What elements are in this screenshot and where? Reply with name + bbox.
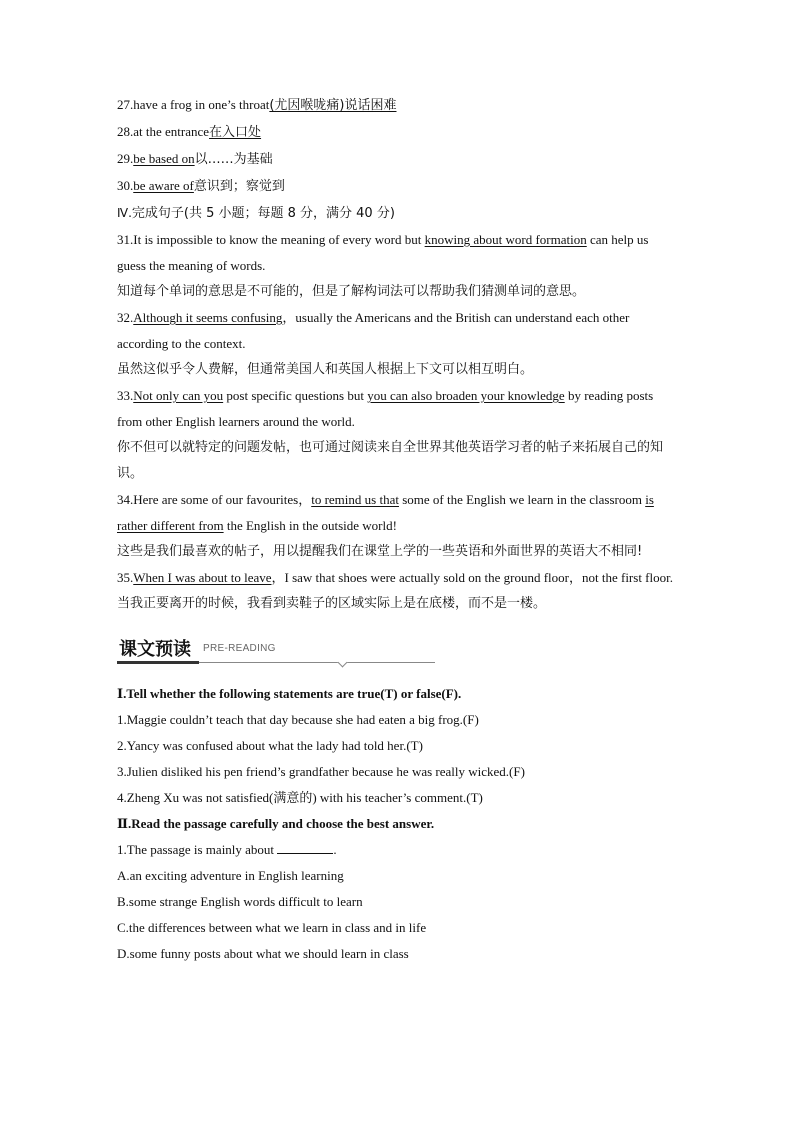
- sentence-text: ，usually the Americans and the British can understand each other according to the context.: [117, 310, 630, 351]
- question-text: 1.The passage is mainly about: [117, 842, 275, 857]
- item-number: 29.: [117, 151, 134, 166]
- sentence-text: the English in the outside world!: [223, 518, 397, 533]
- rule-thick: [117, 661, 199, 664]
- translation: 这些是我们最喜欢的帖子，用以提醒我们在课堂上学的一些英语和外面世界的英语大不相同!: [117, 544, 643, 559]
- mc-option: A.an exciting adventure in English learning: [117, 868, 344, 883]
- answer-text: is rather different from: [117, 492, 654, 533]
- translation: 知道每个单词的意思是不可能的，但是了解构词法可以帮助我们猜测单词的意思。: [117, 284, 586, 299]
- phrase-zh: 以……为基础: [194, 152, 273, 167]
- rule-thin: [199, 662, 435, 663]
- section-heading: [117, 200, 679, 227]
- pre-reading-heading: [117, 635, 679, 671]
- phrase-zh: 在入口处: [209, 125, 262, 140]
- phrase-en: have a frog in one’s throat: [133, 97, 270, 112]
- item-number: 32.: [117, 310, 134, 325]
- sentence-text: can help us guess the meaning of words.: [117, 232, 649, 273]
- heading-rule: [117, 661, 435, 664]
- answer-text: Although it seems confusing: [133, 310, 283, 325]
- question-35: [117, 565, 679, 591]
- phrase-zh: 意识到；察觉到: [193, 179, 285, 194]
- mc-option: C.the differences between what we learn in class and in life: [117, 920, 427, 935]
- item-number: 27.: [117, 97, 134, 112]
- phrase-en: be based on: [133, 151, 195, 166]
- phrase-en: at the entrance: [133, 124, 210, 139]
- answer-text: you can also broaden your knowledge: [367, 388, 565, 403]
- mc-question: [117, 837, 679, 863]
- sentence-text: by reading posts from other English learners around the world.: [117, 388, 654, 429]
- question-31: [117, 227, 679, 279]
- sentence-text: Here are some of our favourites，: [133, 492, 312, 507]
- section-number: Ⅳ.: [117, 206, 132, 220]
- section-title: 完成句子(共 5 小题；每题 8 分，满分 40 分): [131, 206, 395, 221]
- vocab-item: [117, 92, 679, 119]
- sentence-text: ，I saw that shoes were actually sold on the ground floor，not the first floor.: [271, 570, 673, 585]
- vocab-item: [117, 119, 679, 146]
- answer-text: to remind us that: [311, 492, 399, 507]
- question-32: [117, 305, 679, 357]
- mc-option: B.some strange English words difficult to learn: [117, 894, 363, 909]
- statement-item: 2.Yancy was confused about what the lady had told her.(T): [117, 738, 423, 753]
- translation: 当我正要离开的时候，我看到卖鞋子的区域实际上是在底楼，而不是一楼。: [117, 596, 547, 611]
- answer-text: When I was about to leave: [133, 570, 272, 585]
- question-34: [117, 487, 679, 539]
- document-page: [117, 92, 679, 967]
- heading-title: 课文预读: [119, 639, 191, 660]
- answer-blank: [277, 841, 333, 854]
- sentence-text: post specific questions but: [223, 388, 368, 403]
- statement-item: 4.Zheng Xu was not satisfied(满意的) with his teacher’s comment.(T): [117, 790, 483, 805]
- answer-text: Not only can you: [133, 388, 224, 403]
- item-number: 35.: [117, 570, 134, 585]
- heading-subtitle: PRE-READING: [203, 643, 276, 654]
- rule-notch: [338, 658, 348, 668]
- statement-item: 3.Julien disliked his pen friend’s grandfather because he was really wicked.(F): [117, 764, 525, 779]
- translation: 虽然这似乎令人费解，但通常美国人和英国人根据上下文可以相互明白。: [117, 362, 534, 377]
- question-end: .: [333, 842, 337, 857]
- sentence-text: It is impossible to know the meaning of every word but: [133, 232, 425, 247]
- phrase-zh: (尤因喉咙痛)说话困难: [269, 98, 397, 113]
- mc-option: D.some funny posts about what we should learn in class: [117, 946, 409, 961]
- item-number: 28.: [117, 124, 134, 139]
- answer-text: knowing about word formation: [424, 232, 587, 247]
- phrase-en: be aware of: [133, 178, 194, 193]
- part-ii-instruction: Ⅱ.Read the passage carefully and choose the best answer.: [117, 816, 435, 831]
- item-number: 33.: [117, 388, 134, 403]
- question-33: [117, 383, 679, 435]
- item-number: 34.: [117, 492, 134, 507]
- vocab-item: [117, 146, 679, 173]
- sentence-text: some of the English we learn in the classroom: [398, 492, 646, 507]
- translation: 你不但可以就特定的问题发帖，也可通过阅读来自全世界其他英语学习者的帖子来拓展自己的知识。: [117, 440, 664, 481]
- item-number: 30.: [117, 178, 134, 193]
- part-i-instruction: Ⅰ.Tell whether the following statements are true(T) or false(F).: [117, 686, 462, 701]
- vocab-item: [117, 173, 679, 200]
- item-number: 31.: [117, 232, 134, 247]
- statement-item: 1.Maggie couldn’t teach that day because she had eaten a big frog.(F): [117, 712, 479, 727]
